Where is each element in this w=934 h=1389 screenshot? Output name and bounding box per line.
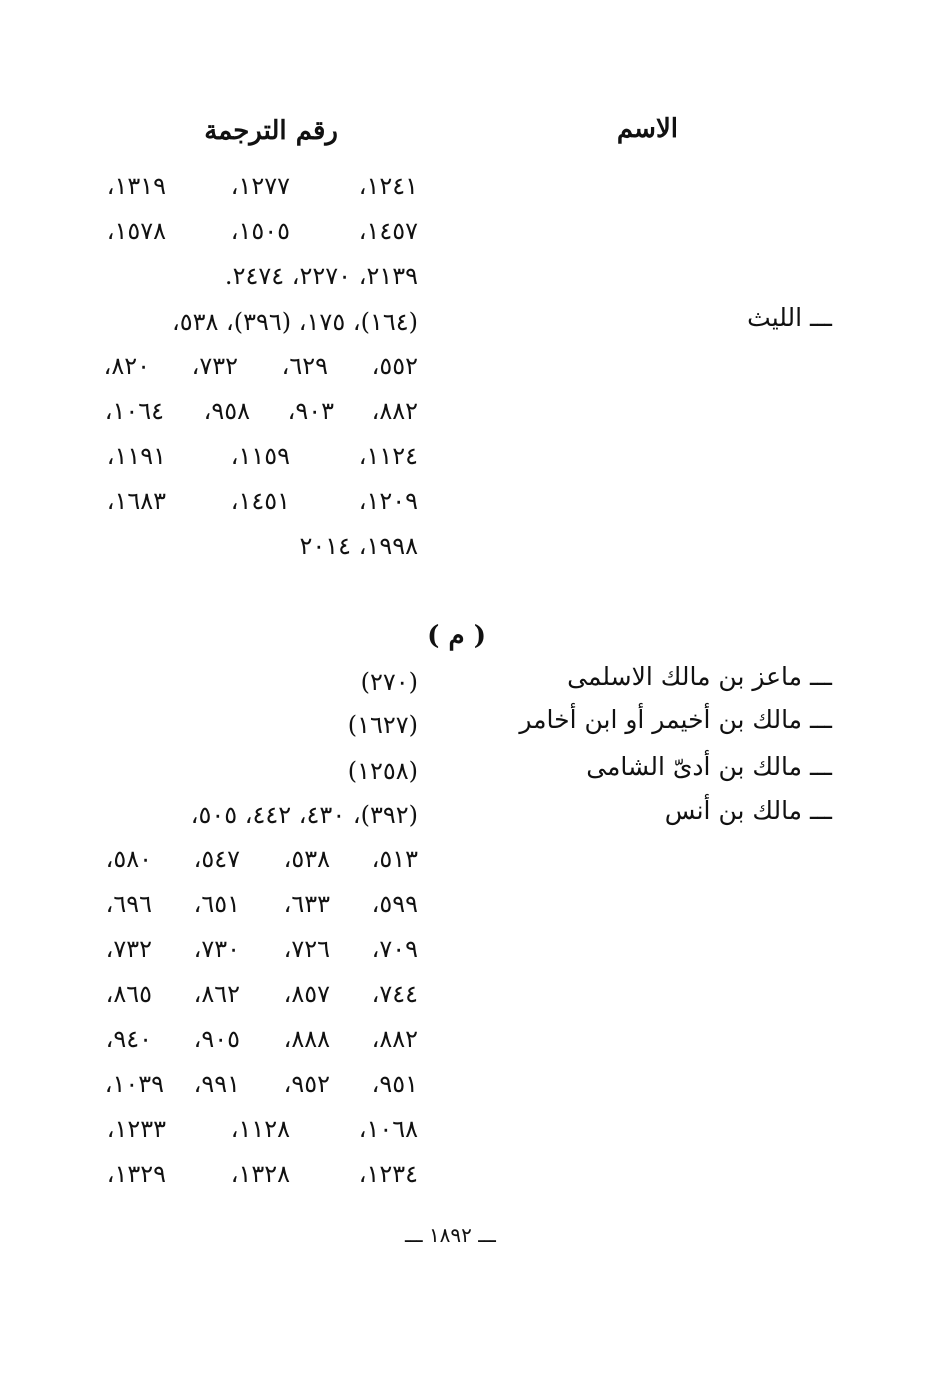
entry-name: ـــ مالك بن أدىّ الشامى [586,752,832,781]
number-cell: ٧٤٤، [371,980,418,1008]
name-column-header: الاسم [616,114,678,144]
number-cell: ١٠٦٤، [104,397,164,425]
number-cell: ١٤٥٧، [358,217,418,245]
number-cell: ٩٥٢، [283,1070,330,1098]
number-cell: ١٠٦٨، [358,1115,418,1143]
number-cell: ٥٣٨، [283,845,330,873]
number-cell: ١٣٢٨، [230,1160,290,1188]
number-line: ١٩٩٨، ٢٠١٤ [299,532,418,560]
number-cell: ٧٣٠، [193,935,240,963]
number-cell: ١٤٥١، [230,487,290,515]
number-cell: ٧٠٩، [371,935,418,963]
number-cell: ٨٨٨، [283,1025,330,1053]
number-cell: ١٥٧٨، [106,217,166,245]
number-cell: ٥٩٩، [371,890,418,918]
number-cell: ٨٢٠، [103,352,150,380]
number-column-header: رقم الترجمة [204,116,338,146]
entry-name: ـــ مالك بن أخيمر أو ابن أخامر [519,705,832,734]
number-cell: ٨٨٢، [371,397,418,425]
number-cell: ١١٢٤، [358,442,418,470]
number-cell: ١٢٧٧، [230,172,290,200]
entry-numbers: (٣٩٢)، ٤٣٠، ٤٤٢، ٥٠٥، [190,801,418,829]
entry-name-laith: ـــ الليث [747,303,832,332]
page-number: ـــ ١٨٩٢ ـــ [405,1223,496,1247]
entry-name: ـــ مالك بن أنس [664,796,832,825]
number-cell: ٦٥١، [193,890,240,918]
number-cell: ١٢٠٩، [358,487,418,515]
number-cell: ١٦٨٣، [106,487,166,515]
number-cell: ٧٣٢، [105,935,152,963]
number-cell: ٥٤٧، [193,845,240,873]
entry-numbers: (٢٧٠) [360,668,418,696]
number-cell: ١٥٠٥، [230,217,290,245]
entry-numbers: (١٦٢٧) [347,711,418,739]
entry-name: ـــ ماعز بن مالك الاسلمى [567,662,832,691]
number-cell: ١٣١٩، [106,172,166,200]
number-cell: ٩٠٣، [287,397,334,425]
number-cell: ٩٥٨، [203,397,250,425]
number-cell: ٥١٣، [371,845,418,873]
number-cell: ٦٣٣، [283,890,330,918]
number-cell: ١١٥٩، [230,442,290,470]
number-cell: ١٣٢٩، [106,1160,166,1188]
number-cell: ١٢٤١، [358,172,418,200]
section-letter-heading: ( م ) [427,621,486,651]
number-cell: ١١٢٨، [230,1115,290,1143]
number-cell: ٨٥٧، [283,980,330,1008]
number-cell: ٥٨٠، [105,845,152,873]
number-cell: ٩٤٠، [105,1025,152,1053]
number-cell: ١٢٣٣، [106,1115,166,1143]
number-cell: ٩٩١، [193,1070,240,1098]
number-cell: ٩٥١، [371,1070,418,1098]
number-cell: ١٢٣٤، [358,1160,418,1188]
number-cell: ١١٩١، [106,442,166,470]
number-cell: ٧٢٦، [283,935,330,963]
number-cell: ٥٥٢، [371,352,418,380]
number-cell: ٦٩٦، [105,890,152,918]
number-cell: ٩٠٥، [193,1025,240,1053]
number-line: (١٦٤)، ١٧٥، (٣٩٦)، ٥٣٨، [171,308,418,336]
entry-numbers: (١٢٥٨) [347,757,418,785]
number-cell: ٦٢٩، [281,352,328,380]
number-line: ٢١٣٩، ٢٢٧٠، ٢٤٧٤. [224,262,418,290]
number-cell: ٨٨٢، [371,1025,418,1053]
number-cell: ١٠٣٩، [104,1070,164,1098]
number-cell: ٨٦٢، [193,980,240,1008]
number-cell: ٧٣٢، [191,352,238,380]
number-cell: ٨٦٥، [105,980,152,1008]
